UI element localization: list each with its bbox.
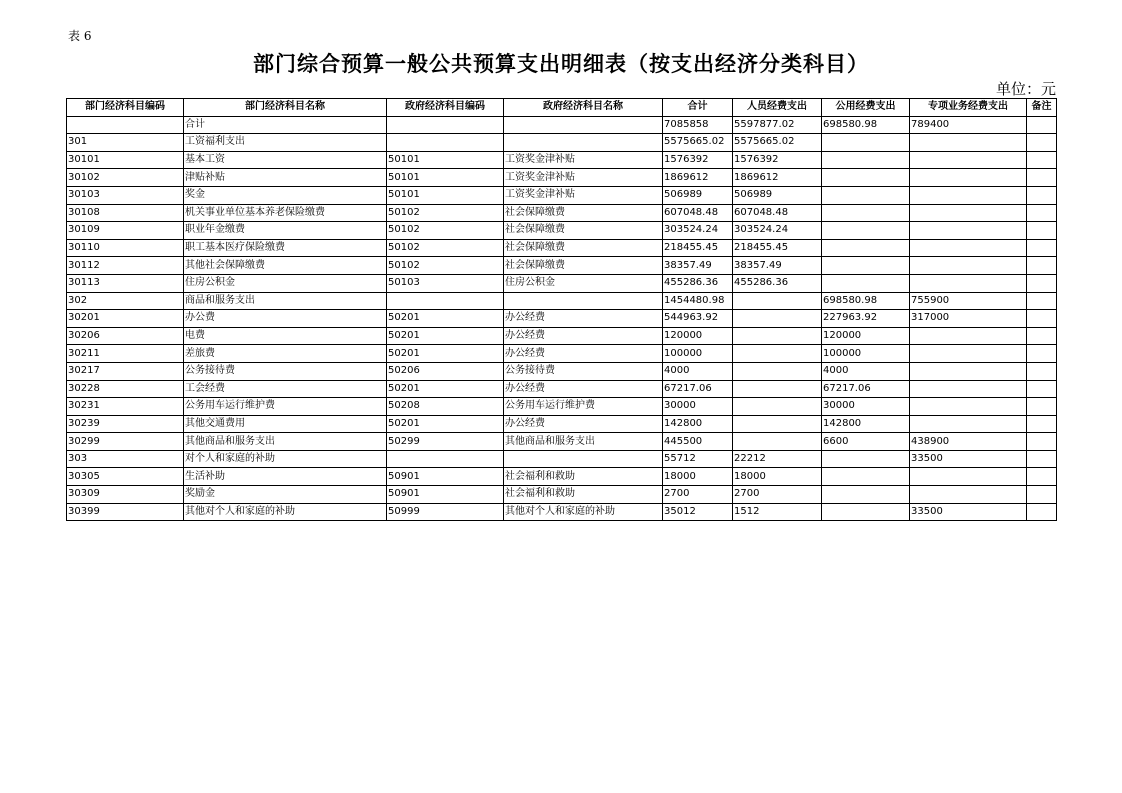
cell-note: [1027, 134, 1057, 152]
cell-total: 544963.92: [663, 310, 733, 328]
cell-dept-code: 30299: [67, 433, 184, 451]
cell-special: 789400: [910, 116, 1027, 134]
cell-gov-name: 社会保障缴费: [504, 257, 663, 275]
cell-note: [1027, 503, 1057, 521]
cell-public: [822, 222, 910, 240]
table-row: [67, 310, 1057, 328]
cell-note: [1027, 380, 1057, 398]
cell-gov-name: 办公经费: [504, 380, 663, 398]
cell-special: [910, 398, 1027, 416]
cell-gov-name: 办公经费: [504, 345, 663, 363]
cell-dept-code: 30103: [67, 186, 184, 204]
cell-total: 607048.48: [663, 204, 733, 222]
cell-gov-code: 50201: [387, 380, 504, 398]
cell-gov-code: [387, 450, 504, 468]
header-gov-name: 政府经济科目名称: [504, 99, 663, 117]
cell-note: [1027, 151, 1057, 169]
cell-total: 100000: [663, 345, 733, 363]
cell-total: 5575665.02: [663, 134, 733, 152]
header-dept-name: 部门经济科目名称: [184, 99, 387, 117]
cell-special: [910, 257, 1027, 275]
cell-personnel: 18000: [733, 468, 822, 486]
cell-special: [910, 239, 1027, 257]
cell-personnel: 506989: [733, 186, 822, 204]
cell-special: [910, 345, 1027, 363]
table-row: [67, 503, 1057, 521]
cell-gov-name: 公务用车运行维护费: [504, 398, 663, 416]
cell-note: [1027, 292, 1057, 310]
cell-dept-code: 30108: [67, 204, 184, 222]
cell-special: [910, 151, 1027, 169]
table-row: [67, 257, 1057, 275]
cell-gov-name: [504, 134, 663, 152]
cell-note: [1027, 327, 1057, 345]
cell-gov-name: 社会福利和救助: [504, 468, 663, 486]
cell-dept-name: 公务用车运行维护费: [184, 398, 387, 416]
cell-dept-code: 30399: [67, 503, 184, 521]
cell-dept-code: 30206: [67, 327, 184, 345]
cell-gov-code: 50201: [387, 415, 504, 433]
cell-dept-name: 工会经费: [184, 380, 387, 398]
cell-dept-name: 机关事业单位基本养老保险缴费: [184, 204, 387, 222]
cell-note: [1027, 186, 1057, 204]
header-note: 备注: [1027, 99, 1057, 117]
cell-personnel: 607048.48: [733, 204, 822, 222]
cell-note: [1027, 415, 1057, 433]
cell-special: [910, 486, 1027, 504]
cell-public: 100000: [822, 345, 910, 363]
cell-total: 30000: [663, 398, 733, 416]
cell-personnel: 5597877.02: [733, 116, 822, 134]
cell-public: 698580.98: [822, 292, 910, 310]
cell-dept-code: 303: [67, 450, 184, 468]
cell-gov-code: 50999: [387, 503, 504, 521]
cell-dept-name: 住房公积金: [184, 274, 387, 292]
cell-personnel: 2700: [733, 486, 822, 504]
cell-dept-code: 30112: [67, 257, 184, 275]
cell-dept-code: 30201: [67, 310, 184, 328]
cell-public: 120000: [822, 327, 910, 345]
cell-note: [1027, 398, 1057, 416]
table-row: [67, 433, 1057, 451]
cell-public: [822, 186, 910, 204]
cell-total: 4000: [663, 362, 733, 380]
cell-public: 227963.92: [822, 310, 910, 328]
cell-personnel: 303524.24: [733, 222, 822, 240]
cell-special: [910, 186, 1027, 204]
cell-personnel: [733, 415, 822, 433]
cell-gov-name: 办公经费: [504, 327, 663, 345]
cell-personnel: 218455.45: [733, 239, 822, 257]
cell-gov-code: 50201: [387, 327, 504, 345]
table-row: [67, 380, 1057, 398]
cell-gov-code: 50102: [387, 222, 504, 240]
cell-gov-name: 社会保障缴费: [504, 204, 663, 222]
cell-gov-code: 50102: [387, 257, 504, 275]
cell-note: [1027, 362, 1057, 380]
cell-gov-code: 50101: [387, 169, 504, 187]
cell-personnel: [733, 362, 822, 380]
cell-total: 38357.49: [663, 257, 733, 275]
cell-dept-name: 奖金: [184, 186, 387, 204]
cell-gov-code: 50201: [387, 310, 504, 328]
cell-personnel: [733, 310, 822, 328]
cell-dept-name: 生活补助: [184, 468, 387, 486]
cell-dept-name: 工资福利支出: [184, 134, 387, 152]
cell-gov-code: 50201: [387, 345, 504, 363]
cell-public: [822, 239, 910, 257]
table-row: [67, 274, 1057, 292]
cell-note: [1027, 169, 1057, 187]
table-row: [67, 151, 1057, 169]
cell-gov-code: 50901: [387, 468, 504, 486]
header-public: 公用经费支出: [822, 99, 910, 117]
cell-public: [822, 169, 910, 187]
cell-gov-code: 50102: [387, 204, 504, 222]
cell-dept-name: 其他社会保障缴费: [184, 257, 387, 275]
cell-gov-name: [504, 116, 663, 134]
cell-dept-code: 30239: [67, 415, 184, 433]
cell-total: 18000: [663, 468, 733, 486]
cell-note: [1027, 222, 1057, 240]
cell-public: [822, 151, 910, 169]
cell-dept-name: 其他商品和服务支出: [184, 433, 387, 451]
cell-gov-code: [387, 134, 504, 152]
table-row: [67, 292, 1057, 310]
cell-gov-code: 50901: [387, 486, 504, 504]
cell-public: [822, 134, 910, 152]
cell-note: [1027, 116, 1057, 134]
cell-total: 1869612: [663, 169, 733, 187]
table-row: [67, 468, 1057, 486]
cell-total: 1454480.98: [663, 292, 733, 310]
cell-special: [910, 380, 1027, 398]
cell-note: [1027, 345, 1057, 363]
cell-gov-code: [387, 292, 504, 310]
cell-total: 506989: [663, 186, 733, 204]
table-row: [67, 450, 1057, 468]
cell-dept-code: 30231: [67, 398, 184, 416]
cell-personnel: [733, 327, 822, 345]
table-row: [67, 116, 1057, 134]
cell-public: [822, 503, 910, 521]
cell-public: [822, 450, 910, 468]
cell-special: 33500: [910, 450, 1027, 468]
cell-personnel: 1512: [733, 503, 822, 521]
cell-dept-code: 302: [67, 292, 184, 310]
cell-gov-name: 工资奖金津补贴: [504, 169, 663, 187]
page-title: 部门综合预算一般公共预算支出明细表（按支出经济分类科目）: [253, 51, 869, 76]
cell-public: [822, 204, 910, 222]
cell-personnel: [733, 398, 822, 416]
cell-public: 6600: [822, 433, 910, 451]
cell-total: 7085858: [663, 116, 733, 134]
cell-dept-code: 30305: [67, 468, 184, 486]
cell-gov-code: 50103: [387, 274, 504, 292]
cell-note: [1027, 257, 1057, 275]
cell-total: 120000: [663, 327, 733, 345]
cell-dept-name: 其他对个人和家庭的补助: [184, 503, 387, 521]
cell-public: [822, 274, 910, 292]
cell-gov-name: 工资奖金津补贴: [504, 186, 663, 204]
cell-dept-name: 合计: [184, 116, 387, 134]
cell-personnel: 5575665.02: [733, 134, 822, 152]
header-gov-code: 政府经济科目编码: [387, 99, 504, 117]
cell-note: [1027, 204, 1057, 222]
table-row: [67, 186, 1057, 204]
cell-personnel: 22212: [733, 450, 822, 468]
cell-gov-name: 公务接待费: [504, 362, 663, 380]
expenditure-detail-table: [66, 98, 1057, 521]
cell-public: [822, 468, 910, 486]
cell-personnel: [733, 433, 822, 451]
cell-dept-name: 职业年金缴费: [184, 222, 387, 240]
header-total: 合计: [663, 99, 733, 117]
table-row: [67, 239, 1057, 257]
cell-gov-name: 办公经费: [504, 415, 663, 433]
header-special: 专项业务经费支出: [910, 99, 1027, 117]
cell-special: [910, 327, 1027, 345]
cell-personnel: 1576392: [733, 151, 822, 169]
cell-total: 1576392: [663, 151, 733, 169]
cell-total: 35012: [663, 503, 733, 521]
cell-dept-code: 30228: [67, 380, 184, 398]
table-row: [67, 486, 1057, 504]
cell-total: 2700: [663, 486, 733, 504]
cell-gov-name: 其他商品和服务支出: [504, 433, 663, 451]
table-row: [67, 204, 1057, 222]
cell-note: [1027, 450, 1057, 468]
header-personnel: 人员经费支出: [733, 99, 822, 117]
cell-special: [910, 362, 1027, 380]
cell-special: 33500: [910, 503, 1027, 521]
cell-dept-name: 公务接待费: [184, 362, 387, 380]
cell-dept-code: 30101: [67, 151, 184, 169]
cell-dept-code: 301: [67, 134, 184, 152]
table-row: [67, 415, 1057, 433]
table-row: [67, 169, 1057, 187]
cell-note: [1027, 310, 1057, 328]
cell-gov-code: 50101: [387, 151, 504, 169]
cell-personnel: 455286.36: [733, 274, 822, 292]
cell-personnel: 1869612: [733, 169, 822, 187]
unit-label: 单位：元: [995, 80, 1056, 98]
cell-dept-code: 30211: [67, 345, 184, 363]
cell-dept-code: 30309: [67, 486, 184, 504]
cell-total: 55712: [663, 450, 733, 468]
cell-gov-code: 50102: [387, 239, 504, 257]
cell-note: [1027, 239, 1057, 257]
cell-gov-name: 工资奖金津补贴: [504, 151, 663, 169]
cell-personnel: 38357.49: [733, 257, 822, 275]
cell-dept-name: 差旅费: [184, 345, 387, 363]
table-header-row: [67, 99, 1057, 117]
cell-public: 142800: [822, 415, 910, 433]
cell-gov-name: 住房公积金: [504, 274, 663, 292]
cell-gov-name: 社会保障缴费: [504, 239, 663, 257]
cell-total: 218455.45: [663, 239, 733, 257]
cell-special: [910, 134, 1027, 152]
cell-gov-name: [504, 292, 663, 310]
cell-total: 303524.24: [663, 222, 733, 240]
cell-dept-code: 30113: [67, 274, 184, 292]
cell-personnel: [733, 380, 822, 398]
cell-public: 4000: [822, 362, 910, 380]
cell-gov-name: 社会福利和救助: [504, 486, 663, 504]
cell-personnel: [733, 292, 822, 310]
cell-dept-name: 奖励金: [184, 486, 387, 504]
cell-dept-code: 30102: [67, 169, 184, 187]
cell-special: 755900: [910, 292, 1027, 310]
cell-dept-code: 30110: [67, 239, 184, 257]
table-row: [67, 362, 1057, 380]
cell-gov-name: 社会保障缴费: [504, 222, 663, 240]
cell-total: 67217.06: [663, 380, 733, 398]
cell-public: 698580.98: [822, 116, 910, 134]
cell-special: [910, 274, 1027, 292]
cell-gov-name: 办公经费: [504, 310, 663, 328]
cell-special: [910, 222, 1027, 240]
cell-dept-name: 津贴补贴: [184, 169, 387, 187]
cell-special: [910, 468, 1027, 486]
cell-public: [822, 257, 910, 275]
cell-note: [1027, 468, 1057, 486]
cell-dept-name: 电费: [184, 327, 387, 345]
cell-dept-name: 职工基本医疗保险缴费: [184, 239, 387, 257]
cell-special: 438900: [910, 433, 1027, 451]
cell-total: 455286.36: [663, 274, 733, 292]
cell-special: [910, 169, 1027, 187]
cell-dept-name: 其他交通费用: [184, 415, 387, 433]
cell-public: 30000: [822, 398, 910, 416]
table-row: [67, 398, 1057, 416]
cell-dept-code: [67, 116, 184, 134]
cell-note: [1027, 433, 1057, 451]
cell-dept-name: 商品和服务支出: [184, 292, 387, 310]
table-row: [67, 327, 1057, 345]
cell-gov-code: 50101: [387, 186, 504, 204]
cell-special: [910, 204, 1027, 222]
cell-gov-code: 50208: [387, 398, 504, 416]
cell-total: 445500: [663, 433, 733, 451]
cell-dept-code: 30217: [67, 362, 184, 380]
cell-dept-code: 30109: [67, 222, 184, 240]
header-dept-code: 部门经济科目编码: [67, 99, 184, 117]
cell-note: [1027, 486, 1057, 504]
cell-note: [1027, 274, 1057, 292]
cell-total: 142800: [663, 415, 733, 433]
cell-gov-code: [387, 116, 504, 134]
table-row: [67, 222, 1057, 240]
cell-gov-name: 其他对个人和家庭的补助: [504, 503, 663, 521]
cell-special: 317000: [910, 310, 1027, 328]
table-body: [67, 116, 1057, 521]
cell-personnel: [733, 345, 822, 363]
table-number-label: 表 6: [68, 29, 92, 43]
cell-gov-name: [504, 450, 663, 468]
cell-special: [910, 415, 1027, 433]
cell-dept-name: 办公费: [184, 310, 387, 328]
cell-gov-code: 50206: [387, 362, 504, 380]
cell-public: [822, 486, 910, 504]
cell-gov-code: 50299: [387, 433, 504, 451]
cell-public: 67217.06: [822, 380, 910, 398]
table-row: [67, 345, 1057, 363]
cell-dept-name: 基本工资: [184, 151, 387, 169]
table-row: [67, 134, 1057, 152]
cell-dept-name: 对个人和家庭的补助: [184, 450, 387, 468]
